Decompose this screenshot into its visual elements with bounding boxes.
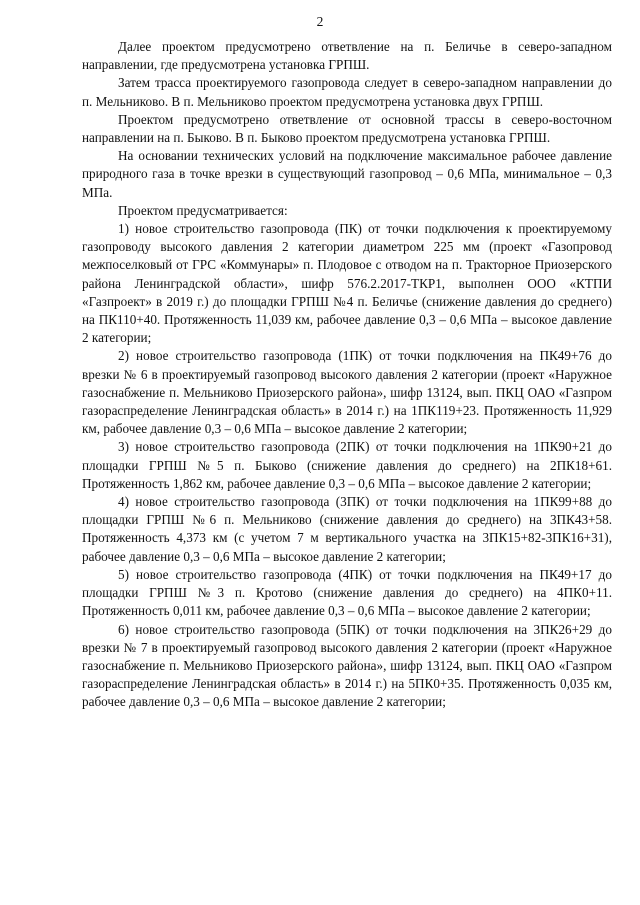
paragraph-melnikovo-route: Затем трасса проектируемого газопровода следует в северо-западном направлении до п. Мельниково. В п. Мельниково проектом предусмотрена установка двух ГРПШ.: [82, 75, 612, 109]
list-item-2: 2) новое строительство газопровода (1ПК) от точки подключения на ПК49+76 до врезки № 6 в проектируемый газопровод высокого давления 2 категории (проект «Наружное газоснабжение п. Мельниково Приозерского района», шифр 13124, вып. ПКЦ ОАО «Газпром газораспределение Ленинградская область» в 2014 г.) на 1ПК119+23. Протяженность 11,929 км, рабочее давление 0,3 – 0,6 МПа – высокое давление 2 категории;: [82, 348, 612, 437]
list-item-6: 6) новое строительство газопровода (5ПК) от точки подключения на 3ПК26+29 до врезки № 7 в проектируемый газопровод высокого давления 2 категории (проект «Наружное газоснабжение п. Мельниково Приозерского района», шифр 13124, вып. ПКЦ ОАО «Газпром газораспределение Ленинградская область» в 2014 г.) на 5ПК0+35. Протяженность 0,035 км, рабочее давление 0,3 – 0,6 МПа – высокое давление 2 категории;: [82, 621, 612, 710]
list-item-4: 4) новое строительство газопровода (3ПК) от точки подключения на 1ПК99+88 до площадки ГРПШ №6 п. Мельниково (снижение давления до среднего) на 3ПК43+58. Протяженность 4,373 км (с учетом 7 м вертикального участка на 3ПК15+82-3ПК16+31), рабочее давление 0,3 – 0,6 МПа – высокое давление 2 категории;: [82, 494, 612, 564]
paragraph-bykovo-branch: Проектом предусмотрено ответвление от основной трассы в северо-восточном направлении на п. Быково. В п. Быково проектом предусмотрена установка ГРПШ.: [82, 111, 612, 146]
document-body: [82, 38, 612, 712]
page-number: 2: [316, 14, 324, 29]
list-item-3: 3) новое строительство газопровода (2ПК) от точки подключения на 1ПК90+21 до площадки ГРПШ №5 п. Быково (снижение давления до среднего) на 2ПК18+61. Протяженность 1,862 км, рабочее давление 0,3 – 0,6 МПа – высокое давление 2 категории;: [82, 439, 612, 491]
list-item-1: 1) новое строительство газопровода (ПК) от точки подключения к проектируемому газопроводу высокого давления 2 категории диаметром 225 мм (проект «Газопровод межпоселковый от ГРС «Коммунары» п. Плодовое с отводом на п. Тракторное Приозерского района Ленинградской области», шифр 576.2.2017-ТКР1, выполнен ООО «КТПИ «Газпроект» в 2019 г.) до площадки ГРПШ №4 п. Беличье (снижение давления до среднего) на ПК110+40. Протяженность 11,039 км, рабочее давление 0,3 – 0,6 МПа – высокое давление 2 категории;: [82, 221, 612, 346]
paragraph-belichye-branch: Далее проектом предусмотрено ответвление на п. Беличье в северо-западном направлении, где предусмотрена установка ГРПШ.: [82, 39, 612, 73]
list-item-5: 5) новое строительство газопровода (4ПК) от точки подключения на ПК49+17 до площадки ГРПШ №3 п. Кротово (снижение давления до среднего) на 4ПК0+11. Протяженность 0,011 км, рабочее давление 0,3 – 0,6 МПа – высокое давление 2 категории;: [82, 566, 612, 619]
paragraph-pressure-conditions: На основании технических условий на подключение максимальное рабочее давление природного газа в точке врезки в существующий газопровод – 0,6 МПа, минимальное – 0,3 МПа.: [82, 148, 612, 200]
paragraph-project-provides: Проектом предусматривается:: [118, 202, 288, 218]
